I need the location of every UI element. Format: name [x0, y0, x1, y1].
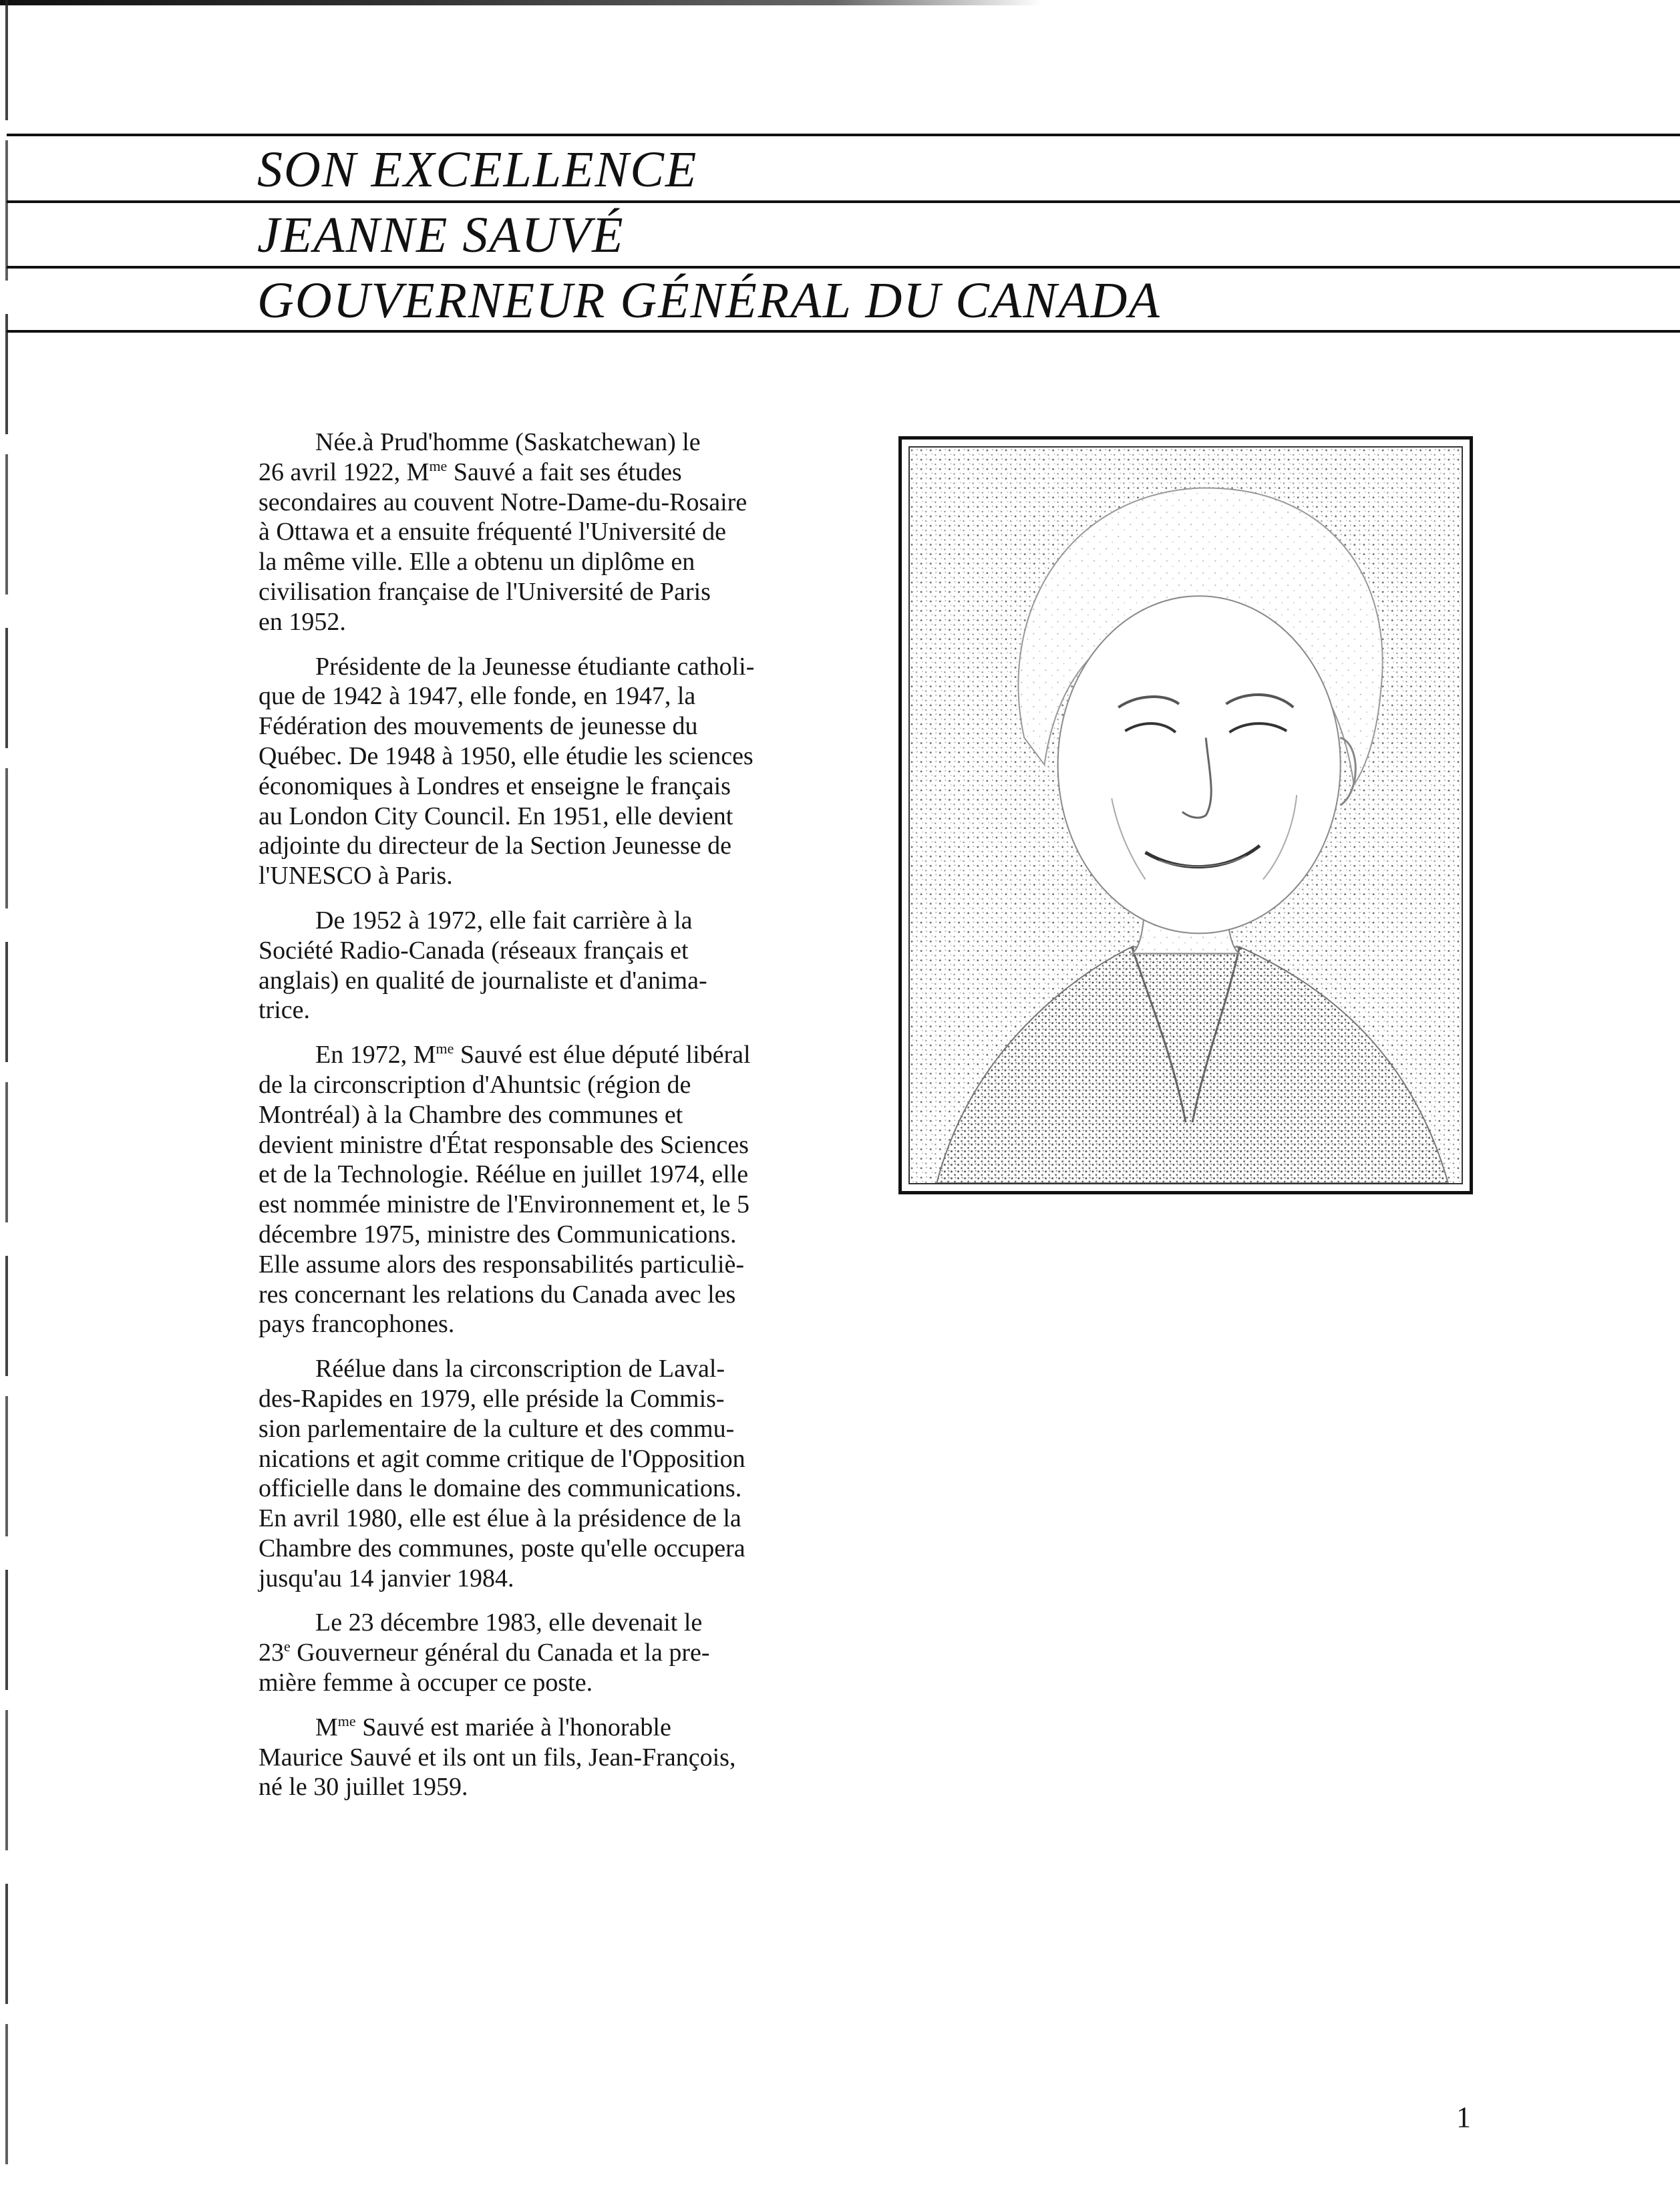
header-rule-3: [7, 266, 1680, 269]
scan-top-edge: [0, 0, 1042, 5]
paragraph-birth-education: [259, 428, 820, 637]
paragraph-political-career: [259, 1040, 820, 1339]
header-rule-2: [7, 200, 1680, 203]
p7-text-a: M: [315, 1713, 338, 1741]
p7-text-b: Sauvé est mariée à l'honorable Maurice Sauvé et ils ont un fils, Jean-François, né le 30 juillet 1959.: [259, 1713, 736, 1802]
title-line-2: JEANNE SAUVÉ: [257, 207, 625, 263]
p6-text-b: Gouverneur général du Canada et la pre- mière femme à occuper ce poste.: [259, 1639, 710, 1697]
portrait-photo: [908, 446, 1463, 1184]
paragraph-youth-movements: Présidente de la Jeunesse étudiante catholi- que de 1942 à 1947, elle fonde, en 1947, la Fédération des mouvements de jeunesse du Québec. De 1948 à 1950, elle étudie les sciences économiques à Londres et enseigne le français au London City Council. En 1951, elle devient adjointe du directeur de la Section Jeunesse de l'UNESCO à Paris.: [259, 652, 755, 890]
p7-superscript: me: [337, 1712, 356, 1729]
paragraph-governor-general: [259, 1608, 820, 1697]
p4-text-b: Sauvé est élue député libéral de la circonscription d'Ahuntsic (région de Montréal) à la Chambre des communes et devient ministre d'État responsable des Sciences et de la Technologie. Réélue en juillet 1974, elle est nommée ministre de l'Environnement et, le 5 décembre 1975, ministre des Communications. Elle assume alors des responsabilités particuliè- res concernant les relations du Canada avec les pays francophones.: [259, 1041, 751, 1339]
portrait-frame: [898, 436, 1473, 1194]
paragraph-speaker: Réélue dans la circonscription de Laval- des-Rapides en 1979, elle préside la Commis- sion parlementaire de la culture et des commu- nications et agit comme critique de l'Opposition officielle dans le domaine des communications. En avril 1980, elle est élue à la présidence de la Chambre des communes, poste qu'elle occupera jusqu'au 14 janvier 1984.: [259, 1355, 745, 1592]
header-rule-4: [7, 330, 1680, 333]
title-line-1: SON EXCELLENCE: [257, 142, 698, 198]
portrait-image: [910, 448, 1462, 1183]
p4-superscript: me: [436, 1040, 454, 1057]
title-line-3: GOUVERNEUR GÉNÉRAL DU CANADA: [257, 273, 1161, 329]
paragraph-family: [259, 1713, 820, 1802]
p1-text-b: Sauvé a fait ses études secondaires au couvent Notre-Dame-du-Rosaire à Ottawa et a ensuite fréquenté l'Université de la même ville. Elle a obtenu un diplôme en civilisation française de l'Université de Paris en 1952.: [259, 458, 747, 636]
p1-superscript: me: [429, 457, 448, 474]
p6-text-a: Le 23 décembre 1983, elle devenait le 23: [259, 1609, 703, 1667]
p1-text-a: Née.à Prud'homme (Saskatchewan) le 26 avril 1922, M: [259, 428, 701, 486]
page-number: 1: [1456, 2101, 1471, 2134]
portrait-face: [1058, 596, 1341, 933]
header-rule-1: [7, 134, 1680, 136]
p6-superscript: e: [284, 1638, 291, 1655]
p4-text-a: En 1972, M: [315, 1041, 436, 1069]
biography-text: [259, 428, 820, 1817]
scan-left-edge: [5, 0, 8, 2185]
paragraph-radio-canada: De 1952 à 1972, elle fait carrière à la Société Radio-Canada (réseaux français et anglais) en qualité de journaliste et d'anima- trice.: [259, 906, 707, 1025]
